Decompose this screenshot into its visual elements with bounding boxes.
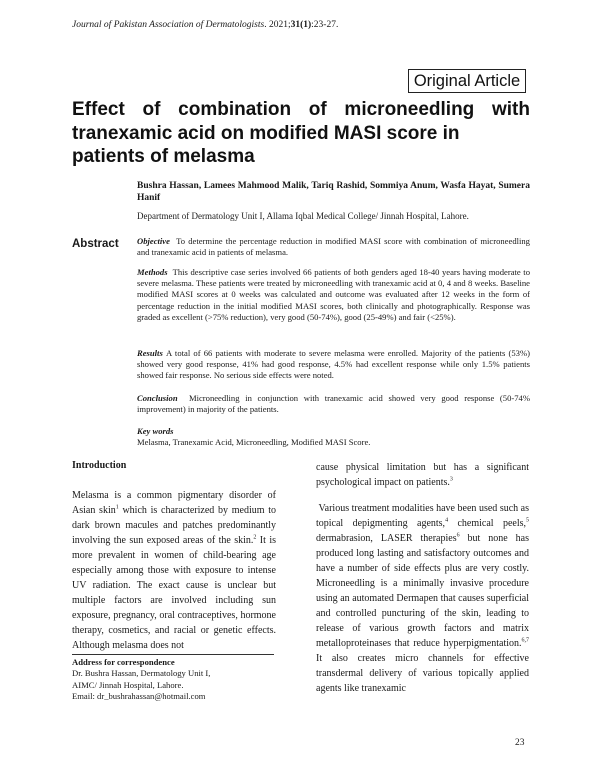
title-rest: tranexamic acid on modified MASI score in patients of melasma: [72, 122, 460, 167]
article-title: [72, 98, 530, 169]
correspondence-email: Email: dr_bushrahassan@hotmail.com: [72, 690, 206, 701]
correspondence-address: [72, 657, 292, 702]
abstract-objective: [137, 236, 530, 258]
results-text: A total of 66 patients with moderate to severe melasma were enrolled. Majority of the patients (53%) showed very good response, 41% had good response, 4.5% had excellent response while only 1.5% patients showed fair response. No serious side effects were noted.: [137, 348, 530, 381]
affiliation: Department of Dermatology Unit I, Allama Iqbal Medical College/ Jinnah Hospital, Lahore.: [137, 211, 469, 221]
intro-text: which is characterized by medium to dark brown macules and patches predominantly involving the sun exposed areas of the skin.: [72, 505, 277, 546]
citation-ref: 3: [449, 476, 453, 483]
abstract-results: [137, 348, 530, 382]
journal-citation: [72, 20, 338, 30]
footnote-divider: [72, 654, 274, 655]
correspondence-line: AIMC/ Jinnah Hospital, Lahore.: [72, 679, 184, 690]
objective-label: Objective: [137, 236, 170, 246]
methods-label: Methods: [137, 267, 168, 277]
citation-ref: 1: [115, 504, 119, 511]
methods-text: This descriptive case series involved 66 patients of both genders aged 18-40 years having moderate to severe melasma. These patients were treated by microneedling with tranexamic acid at 0, 4 and 8 weeks. Baseline modified MASI scores at 0 weeks was calculated and outcome was evaluated after 12 weeks in the form of percentage reduction in the initial modified MASI scores, both clinically and photographically. Response was graded as excellent (>75% reduction), very good (50-74%), good (25-49%) and fair (<25%).: [137, 267, 530, 322]
article-type-badge: Original Article: [408, 69, 526, 93]
intro-text: It is more prevalent in women of child-bearing age especially among those with exposure to intense UV radiation. The exact cause is unclear but multiple factors are involved including sun exposure, pregnancy, oral contraceptives, hormone therapy, cosmetics, and racial or genetic effects. Although melasma does not: [72, 535, 277, 651]
author-list: Bushra Hassan, Lamees Mahmood Malik, Tariq Rashid, Sommiya Anum, Wasfa Hayat, Sumera Hanif: [137, 181, 530, 203]
conclusion-text: Microneedling in conjunction with tranexamic acid showed very good response (50-74% improvement) in majority of the patients.: [137, 393, 531, 415]
results-label: Results: [137, 348, 163, 358]
journal-name: Journal of Pakistan Association of Dermatologists: [72, 20, 265, 30]
keywords: Melasma, Tranexamic Acid, Microneedling, Modified MASI Score.: [137, 437, 371, 447]
citation-ref: 2: [253, 534, 257, 541]
intro-text: Various treatment modalities have been used such as topical depigmenting agents,: [316, 503, 530, 529]
citation-ref: 6,7: [521, 637, 529, 644]
intro-text: but none has produced long lasting and satisfactory outcomes and have a number of side effects plus are very costly. Microneedling is a minimally invasive procedure using an automated Dermapen that causes superficial and controlled puncturing of the skin, leading to release of various growth factors and matrix metalloproteinases that reduce hyperpigmentation.: [316, 533, 529, 649]
citation-ref: 6: [456, 532, 460, 539]
intro-text: It also creates micro channels for effective transdermal delivery of various topically applied agents like tranexamic: [316, 653, 529, 694]
conclusion-label: Conclusion: [137, 393, 178, 403]
abstract-methods: [137, 267, 530, 323]
citation-year: . 2021;: [264, 20, 291, 30]
intro-paragraph-1: [72, 488, 276, 653]
issue: (1): [300, 20, 312, 30]
intro-text: dermabrasion, LASER therapies: [316, 533, 457, 544]
pages: :23-27.: [311, 20, 339, 30]
correspondence-line: Dr. Bushra Hassan, Dermatology Unit I,: [72, 668, 211, 679]
introduction-heading: Introduction: [72, 460, 127, 471]
intro-text: cause physical limitation but has a significant psychological impact on patients.: [316, 462, 529, 488]
intro-paragraph-1-cont: [316, 460, 529, 490]
correspondence-heading: Address for correspondence: [72, 657, 175, 667]
page-number: 23: [515, 738, 525, 748]
objective-text: To determine the percentage reduction in modified MASI score with combination of microneedling and tranexamic acid in patients of melasma.: [137, 236, 530, 258]
abstract-conclusion: [137, 393, 530, 415]
intro-text: chemical peels,: [448, 518, 527, 529]
abstract-heading: Abstract: [72, 238, 119, 250]
intro-text: Melasma is a common pigmentary disorder of Asian skin: [72, 490, 276, 516]
citation-ref: 4: [445, 517, 449, 524]
citation-ref: 5: [526, 517, 530, 524]
keywords-label: Key words: [137, 426, 174, 436]
intro-paragraph-2: [316, 501, 529, 696]
volume: 31: [290, 20, 301, 30]
title-line-1: Effect of combination of microneedling with: [72, 99, 530, 120]
